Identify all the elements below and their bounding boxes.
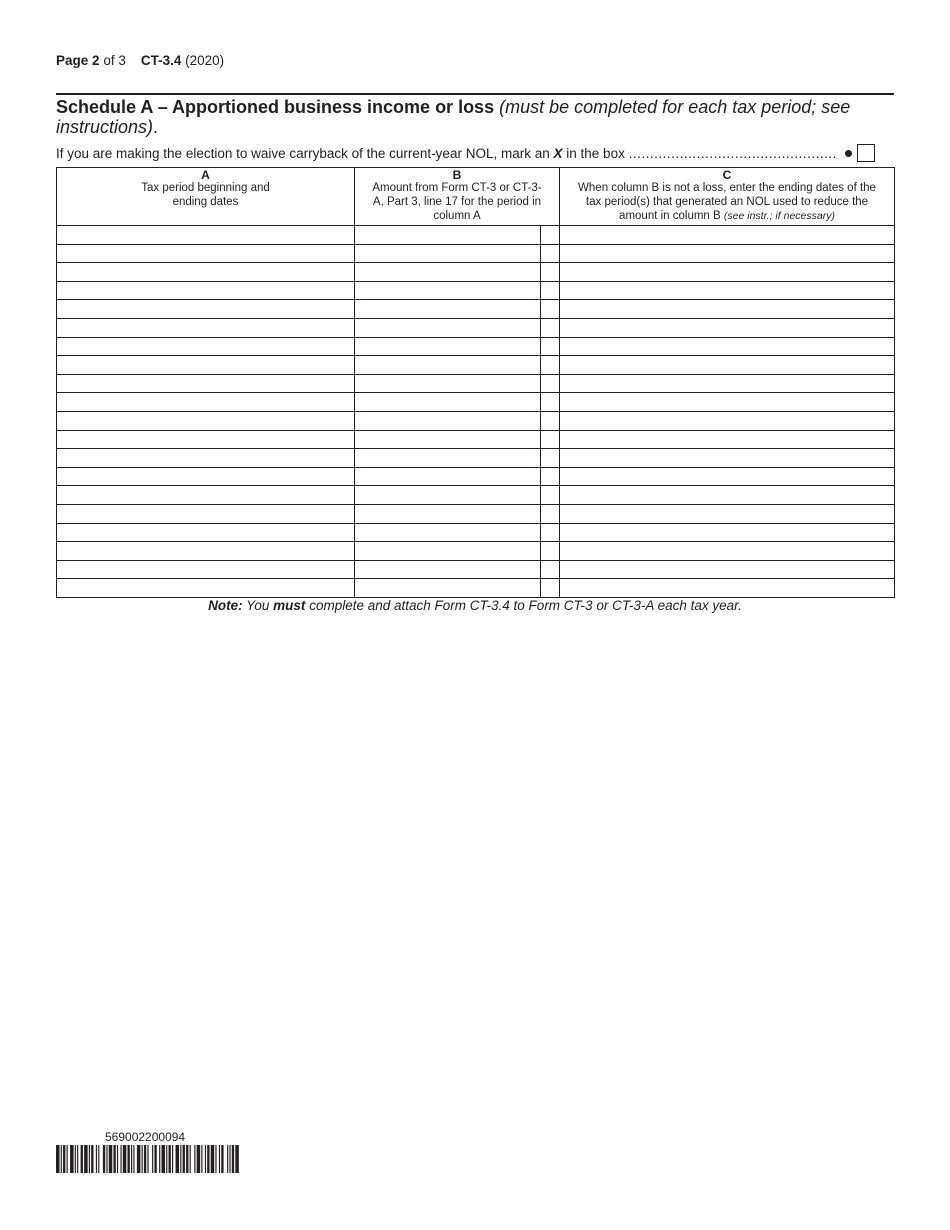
column-b-sign-entry[interactable] — [541, 244, 560, 263]
barcode-bar — [84, 1145, 88, 1173]
column-c-entry[interactable] — [560, 579, 895, 598]
page-label: Page — [56, 53, 89, 68]
barcode-number: 569002200094 — [105, 1130, 186, 1144]
schedule-a-table — [56, 167, 895, 598]
column-b-sign-entry[interactable] — [541, 579, 560, 598]
barcode-bar — [147, 1145, 148, 1173]
barcode-bar — [106, 1145, 107, 1173]
barcode-bar — [161, 1145, 165, 1173]
barcode-bar — [215, 1145, 216, 1173]
page-total: of 3 — [103, 53, 126, 68]
column-a-entry[interactable] — [57, 356, 355, 375]
column-b-text: Amount from Form CT-3 or CT-3-A, Part 3, line 17 for the period in column A — [372, 182, 542, 222]
column-a-entry[interactable] — [57, 486, 355, 505]
column-b-entry[interactable] — [355, 374, 541, 393]
column-b-entry[interactable] — [355, 281, 541, 300]
barcode-bar — [172, 1145, 173, 1173]
column-a-entry[interactable] — [57, 430, 355, 449]
column-a-entry[interactable] — [57, 393, 355, 412]
column-b-sign-entry[interactable] — [541, 356, 560, 375]
column-c-entry[interactable] — [560, 337, 895, 356]
barcode-bar — [190, 1145, 191, 1173]
section-divider — [56, 93, 894, 95]
election-line — [56, 146, 837, 161]
barcode-bar — [207, 1145, 209, 1173]
table-row — [57, 467, 895, 486]
barcode-bar — [117, 1145, 118, 1173]
barcode-bar — [56, 1145, 60, 1173]
barcode-bar — [63, 1145, 65, 1173]
bullet-icon — [845, 150, 852, 157]
table-row — [57, 374, 895, 393]
column-b-sign-entry[interactable] — [541, 430, 560, 449]
table-row — [57, 542, 895, 561]
column-a-entry[interactable] — [57, 449, 355, 468]
column-b-entry[interactable] — [355, 300, 541, 319]
column-a-entry[interactable] — [57, 226, 355, 245]
column-b-entry[interactable] — [355, 411, 541, 430]
barcode-bar — [197, 1145, 201, 1173]
column-b-entry[interactable] — [355, 467, 541, 486]
column-c-entry[interactable] — [560, 430, 895, 449]
note-line — [0, 598, 950, 613]
column-b-entry[interactable] — [355, 523, 541, 542]
form-year: (2020) — [185, 53, 225, 68]
barcode-bar — [205, 1145, 206, 1173]
column-b-sign-entry[interactable] — [541, 449, 560, 468]
column-b-entry[interactable] — [355, 356, 541, 375]
column-b-sign-entry[interactable] — [541, 393, 560, 412]
table-row — [57, 579, 895, 598]
column-a-entry[interactable] — [57, 523, 355, 542]
barcode-bar — [159, 1145, 160, 1173]
barcode-bar — [81, 1145, 83, 1173]
barcode-bar — [142, 1145, 143, 1173]
column-b-sign-entry[interactable] — [541, 281, 560, 300]
column-c-small-text: (see instr.; if necessary) — [723, 210, 835, 222]
column-b-entry[interactable] — [355, 244, 541, 263]
barcode-bar — [109, 1145, 113, 1173]
note-post: complete and attach Form CT-3.4 to Form CT-3 or CT-3-A each tax year. — [309, 598, 742, 613]
column-b-entry[interactable] — [355, 318, 541, 337]
column-b-sign-entry[interactable] — [541, 337, 560, 356]
barcode-bar — [67, 1145, 68, 1173]
column-b-sign-entry[interactable] — [541, 523, 560, 542]
election-text-end: in the box — [566, 146, 625, 161]
barcode-bar — [219, 1145, 220, 1173]
barcode-bar — [232, 1145, 234, 1173]
barcode-bar — [183, 1145, 185, 1173]
barcode-bar — [227, 1145, 228, 1173]
table-row — [57, 393, 895, 412]
barcode-bar — [152, 1145, 153, 1173]
column-c-entry[interactable] — [560, 318, 895, 337]
column-b-sign-entry[interactable] — [541, 542, 560, 561]
barcode-bar — [137, 1145, 141, 1173]
column-b-sign-entry[interactable] — [541, 467, 560, 486]
barcode-bar — [91, 1145, 93, 1173]
column-b-entry[interactable] — [355, 393, 541, 412]
column-c-entry[interactable] — [560, 411, 895, 430]
barcode-bar — [133, 1145, 134, 1173]
column-b-entry[interactable] — [355, 430, 541, 449]
table-row — [57, 449, 895, 468]
table-row — [57, 226, 895, 245]
form-id: CT-3.4 — [140, 53, 182, 68]
column-b-entry[interactable] — [355, 504, 541, 523]
column-c-entry[interactable] — [560, 542, 895, 561]
column-b-entry[interactable] — [355, 542, 541, 561]
table-row — [57, 430, 895, 449]
column-c-entry[interactable] — [560, 374, 895, 393]
column-a-entry[interactable] — [57, 374, 355, 393]
column-c-entry[interactable] — [560, 467, 895, 486]
election-leader-dots: ................................................. — [628, 146, 837, 161]
column-a-text: Tax period beginning and ending dates — [141, 182, 270, 208]
column-a-entry[interactable] — [57, 411, 355, 430]
column-c-letter: C — [722, 168, 732, 182]
column-c-entry[interactable] — [560, 486, 895, 505]
column-a-entry[interactable] — [57, 579, 355, 598]
column-b-entry[interactable] — [355, 560, 541, 579]
column-c-entry[interactable] — [560, 300, 895, 319]
table-row — [57, 244, 895, 263]
barcode-bar — [144, 1145, 146, 1173]
column-c-main-text: When column B is not a loss, enter the ending dates of the tax period(s) that generated an NOL used to reduce the amount in column B — [578, 182, 876, 222]
schedule-title-end: . — [153, 117, 159, 137]
column-c-text — [577, 181, 877, 223]
barcode-bar — [61, 1145, 62, 1173]
column-b-entry[interactable] — [355, 226, 541, 245]
barcode-bar — [103, 1145, 105, 1173]
column-b-sign-entry[interactable] — [541, 300, 560, 319]
column-b-sign-entry[interactable] — [541, 263, 560, 282]
barcode-bar — [89, 1145, 90, 1173]
column-a-entry[interactable] — [57, 244, 355, 263]
column-b-entry[interactable] — [355, 486, 541, 505]
column-b-header — [355, 168, 560, 226]
barcode-bar — [166, 1145, 167, 1173]
column-b-sign-entry[interactable] — [541, 486, 560, 505]
schedule-title-italic: (must be completed for each tax period; see instructions) — [56, 97, 851, 137]
barcode-bar — [169, 1145, 171, 1173]
column-c-entry[interactable] — [560, 226, 895, 245]
barcode-bar — [221, 1145, 223, 1173]
column-a-entry[interactable] — [57, 281, 355, 300]
column-b-sign-entry[interactable] — [541, 411, 560, 430]
page-header — [56, 53, 224, 68]
note-pre: You — [246, 598, 270, 613]
table-row — [57, 523, 895, 542]
column-a-entry[interactable] — [57, 300, 355, 319]
table-row — [57, 356, 895, 375]
column-c-entry[interactable] — [560, 504, 895, 523]
column-b-sign-entry[interactable] — [541, 318, 560, 337]
column-b-sign-entry[interactable] — [541, 226, 560, 245]
barcode-bar — [211, 1145, 215, 1173]
election-x-mark: X — [553, 146, 563, 161]
column-b-sign-entry[interactable] — [541, 504, 560, 523]
column-c-entry[interactable] — [560, 560, 895, 579]
barcode-bar — [123, 1145, 127, 1173]
barcode-bar — [70, 1145, 74, 1173]
column-a-entry[interactable] — [57, 560, 355, 579]
barcode-bar — [131, 1145, 132, 1173]
column-b-letter: B — [452, 168, 462, 182]
barcode-bar — [75, 1145, 76, 1173]
column-b-sign-entry[interactable] — [541, 374, 560, 393]
barcode-bar — [154, 1145, 156, 1173]
table-row — [57, 411, 895, 430]
column-b-entry[interactable] — [355, 579, 541, 598]
note-must: must — [273, 598, 306, 613]
table-row — [57, 504, 895, 523]
barcode-bar — [127, 1145, 129, 1173]
table-row — [57, 337, 895, 356]
column-a-entry[interactable] — [57, 542, 355, 561]
schedule-title — [56, 97, 894, 137]
column-a-header — [57, 168, 355, 226]
barcode-bar — [96, 1145, 97, 1173]
barcode-image — [56, 1145, 240, 1173]
column-b-entry[interactable] — [355, 449, 541, 468]
column-c-header — [560, 168, 895, 226]
barcode-bar — [229, 1145, 230, 1173]
column-c-entry[interactable] — [560, 449, 895, 468]
barcode-bar — [194, 1145, 195, 1173]
column-c-entry[interactable] — [560, 393, 895, 412]
barcode-bar — [176, 1145, 180, 1173]
election-text-start: If you are making the election to waive carryback of the current-year NOL, mark an — [56, 146, 550, 161]
barcode-bar — [180, 1145, 181, 1173]
waive-carryback-checkbox[interactable] — [857, 144, 875, 162]
column-a-entry[interactable] — [57, 318, 355, 337]
table-row — [57, 263, 895, 282]
barcode-bar — [120, 1145, 121, 1173]
column-c-entry[interactable] — [560, 281, 895, 300]
column-a-entry[interactable] — [57, 337, 355, 356]
barcode-bar — [235, 1145, 239, 1173]
page-number: 2 — [92, 53, 100, 68]
barcode-bar — [201, 1145, 202, 1173]
barcode-bar — [186, 1145, 188, 1173]
table-row — [57, 281, 895, 300]
column-a-entry[interactable] — [57, 504, 355, 523]
column-c-entry[interactable] — [560, 356, 895, 375]
column-a-entry[interactable] — [57, 263, 355, 282]
schedule-title-bold: Schedule A – Apportioned business income or loss — [56, 97, 495, 117]
note-label: Note: — [208, 598, 243, 613]
column-a-letter: A — [201, 168, 210, 182]
table-row — [57, 318, 895, 337]
table-row — [57, 300, 895, 319]
barcode-bar — [77, 1145, 78, 1173]
column-c-entry[interactable] — [560, 523, 895, 542]
column-c-entry[interactable] — [560, 244, 895, 263]
column-b-entry[interactable] — [355, 263, 541, 282]
barcode-bar — [113, 1145, 115, 1173]
table-row — [57, 486, 895, 505]
column-c-entry[interactable] — [560, 263, 895, 282]
barcode-bar — [98, 1145, 99, 1173]
column-b-sign-entry[interactable] — [541, 560, 560, 579]
table-row — [57, 560, 895, 579]
column-a-entry[interactable] — [57, 467, 355, 486]
column-b-entry[interactable] — [355, 337, 541, 356]
